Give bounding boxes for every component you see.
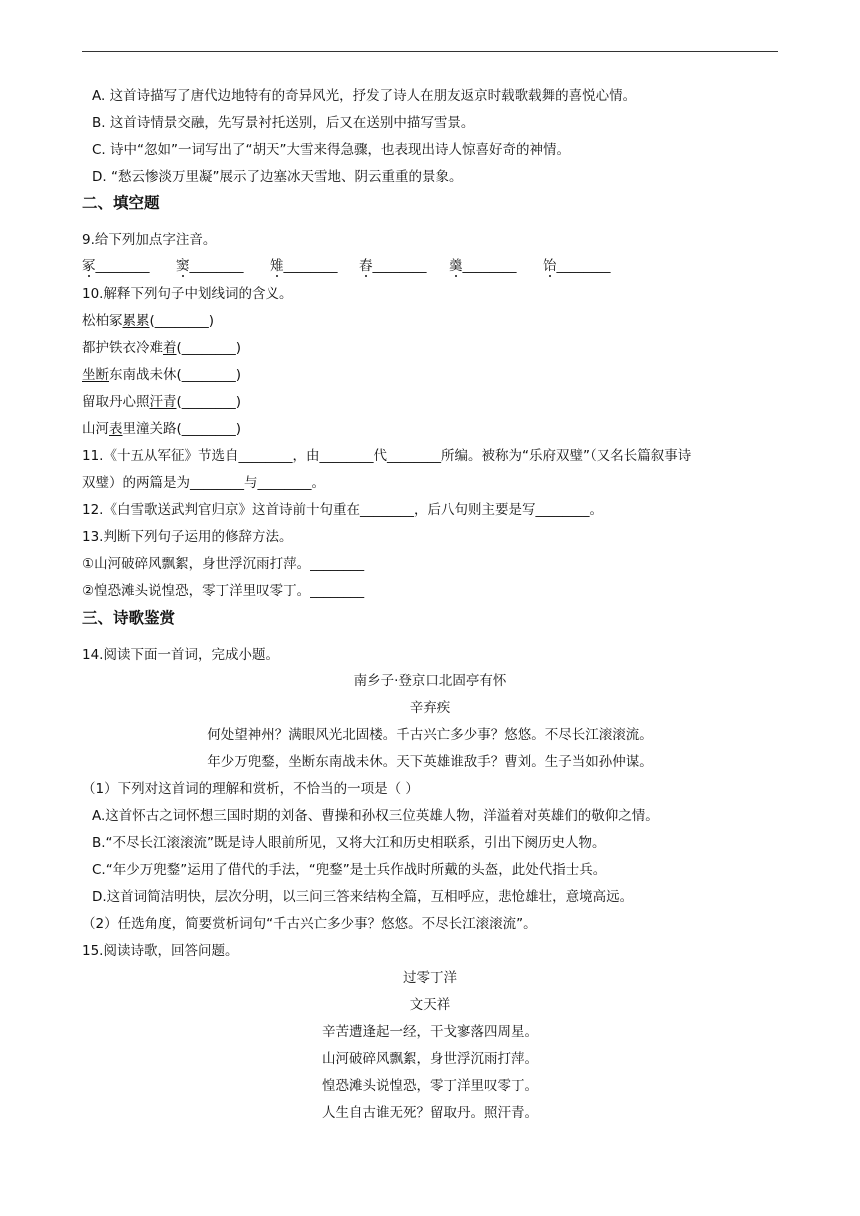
poem-line: 人生自古谁无死？留取丹。照汗青。 xyxy=(322,1105,538,1121)
q13-item-2: ②惶恐滩头说惶恐，零丁洋里叹零丁。________ xyxy=(82,583,365,599)
q9-item-3 xyxy=(270,256,338,276)
q10-text: 松柏冢 xyxy=(82,313,123,329)
q15-prompt: 15.阅读诗歌，回答问题。 xyxy=(82,943,239,959)
q13-prompt: 13.判断下列句子运用的修辞方法。 xyxy=(82,529,293,545)
section-title-poetry: 三、诗歌鉴赏 xyxy=(82,609,176,627)
q9-blank: ________ xyxy=(462,258,517,274)
q10-blank: 东南战未休(________) xyxy=(109,367,242,383)
q9-item-5 xyxy=(449,256,517,276)
q14-sub-1: （1）下列对这首词的理解和赏析，不恰当的一项是（ ） xyxy=(82,781,419,797)
q10-blank: (________) xyxy=(149,313,215,329)
q12: 12.《白雪歌送武判官归京》这首诗前十句重在________，后八句则主要是写________。 xyxy=(82,502,603,518)
q10-item-1 xyxy=(82,311,214,331)
q9-item-2 xyxy=(176,256,244,276)
q10-prompt: 10.解释下列句子中划线词的含义。 xyxy=(82,286,293,302)
dotted-char: 饴 xyxy=(543,258,557,274)
q9-blank: ________ xyxy=(189,258,244,274)
q10-blank: 里潼关路(________) xyxy=(122,421,242,437)
q10-text: 都护铁衣冷难 xyxy=(82,340,163,356)
q8-option-a: A. 这首诗描写了唐代边地特有的奇异风光，抒发了诗人在朋友返京时载歌载舞的喜悦心情。 xyxy=(92,88,637,104)
q14-sub-2: （2）任选角度，简要赏析词句“千古兴亡多少事？悠悠。不尽长江滚滚流”。 xyxy=(82,916,537,932)
poem-author: 辛弃疾 xyxy=(409,700,451,716)
q8-option-c: C. 诗中“忽如”一词写出了“胡天”大雪来得急骤，也表现出诗人惊喜好奇的神情。 xyxy=(92,142,570,158)
q8-option-d: D. “愁云惨淡万里凝”展示了边塞冰天雪地、阴云重重的景象。 xyxy=(92,169,463,185)
poem-title: 过零丁洋 xyxy=(403,970,457,986)
q9-item-6 xyxy=(543,256,611,276)
q9-blank: ________ xyxy=(95,258,150,274)
q9-blank: ________ xyxy=(372,258,427,274)
q10-item-4 xyxy=(82,392,241,412)
q9-blank: ________ xyxy=(283,258,338,274)
q10-blank: (________) xyxy=(176,394,242,410)
dotted-char: 羹 xyxy=(449,258,463,274)
q11-line-2: 双璧）的两篇是为________与________。 xyxy=(82,475,325,491)
q10-text: 山河 xyxy=(82,421,109,437)
poem-line: 辛苦遭逢起一经，干戈寥落四周星。 xyxy=(322,1024,538,1040)
dotted-char: 雉 xyxy=(270,258,284,274)
q14-option-a: A.这首怀古之词怀想三国时期的刘备、曹操和孙权三位英雄人物，洋溢着对英雄们的敬仰之情。 xyxy=(92,808,659,824)
poem-line: 何处望神州？满眼风光北固楼。千古兴亡多少事？悠悠。不尽长江滚滚流。 xyxy=(207,727,653,743)
header-rule xyxy=(82,51,778,52)
q14-prompt: 14.阅读下面一首词，完成小题。 xyxy=(82,647,279,663)
poem-line: 惶恐滩头说惶恐，零丁洋里叹零丁。 xyxy=(322,1078,538,1094)
underlined-word: 累累 xyxy=(122,313,150,329)
q9-prompt: 9.给下列加点字注音。 xyxy=(82,232,217,248)
q8-option-b: B. 这首诗情景交融，先写景衬托送别，后又在送别中描写雪景。 xyxy=(92,115,475,131)
underlined-word: 表 xyxy=(109,421,123,437)
q10-item-3 xyxy=(82,365,241,385)
dotted-char: 窦 xyxy=(176,258,190,274)
poem-line: 年少万兜鍪，坐断东南战未休。天下英雄谁敌手？曹刘。生子当如孙仲谋。 xyxy=(207,754,653,770)
q10-text: 留取丹心照 xyxy=(82,394,150,410)
q10-item-5 xyxy=(82,419,241,439)
dotted-char: 冢 xyxy=(82,258,96,274)
section-title-fill-blank: 二、填空题 xyxy=(82,194,160,212)
q14-option-c: C.“年少万兜鍪”运用了借代的手法，“兜鍪”是士兵作战时所戴的头盔，此处代指士兵。 xyxy=(92,862,607,878)
q13-item-1: ①山河破碎风飘絮，身世浮沉雨打萍。________ xyxy=(82,556,365,572)
q11-line-1: 11.《十五从军征》节选自________，由________代________所编。被称为“乐府双璧”（又名长篇叙事诗 xyxy=(82,448,692,464)
q14-option-b: B.“不尽长江滚滚流”既是诗人眼前所见，又将大江和历史相联系，引出下阕历史人物。 xyxy=(92,835,606,851)
q14-option-d: D.这首词简洁明快，层次分明，以三问三答来结构全篇，互相呼应，悲怆雄壮，意境高远。 xyxy=(92,889,634,905)
underlined-word: 着 xyxy=(163,340,177,356)
q9-item-4 xyxy=(359,256,427,276)
poem-line: 山河破碎风飘絮，身世浮沉雨打萍。 xyxy=(322,1051,538,1067)
dotted-char: 舂 xyxy=(359,258,373,274)
poem-title: 南乡子·登京口北固亭有怀 xyxy=(353,673,507,689)
q9-blank: ________ xyxy=(556,258,611,274)
poem-author: 文天祥 xyxy=(409,997,451,1013)
underlined-word: 坐断 xyxy=(82,367,109,383)
q9-item-1 xyxy=(82,256,150,276)
q10-blank: (________) xyxy=(176,340,242,356)
q10-item-2 xyxy=(82,338,241,358)
underlined-word: 汗青 xyxy=(149,394,177,410)
